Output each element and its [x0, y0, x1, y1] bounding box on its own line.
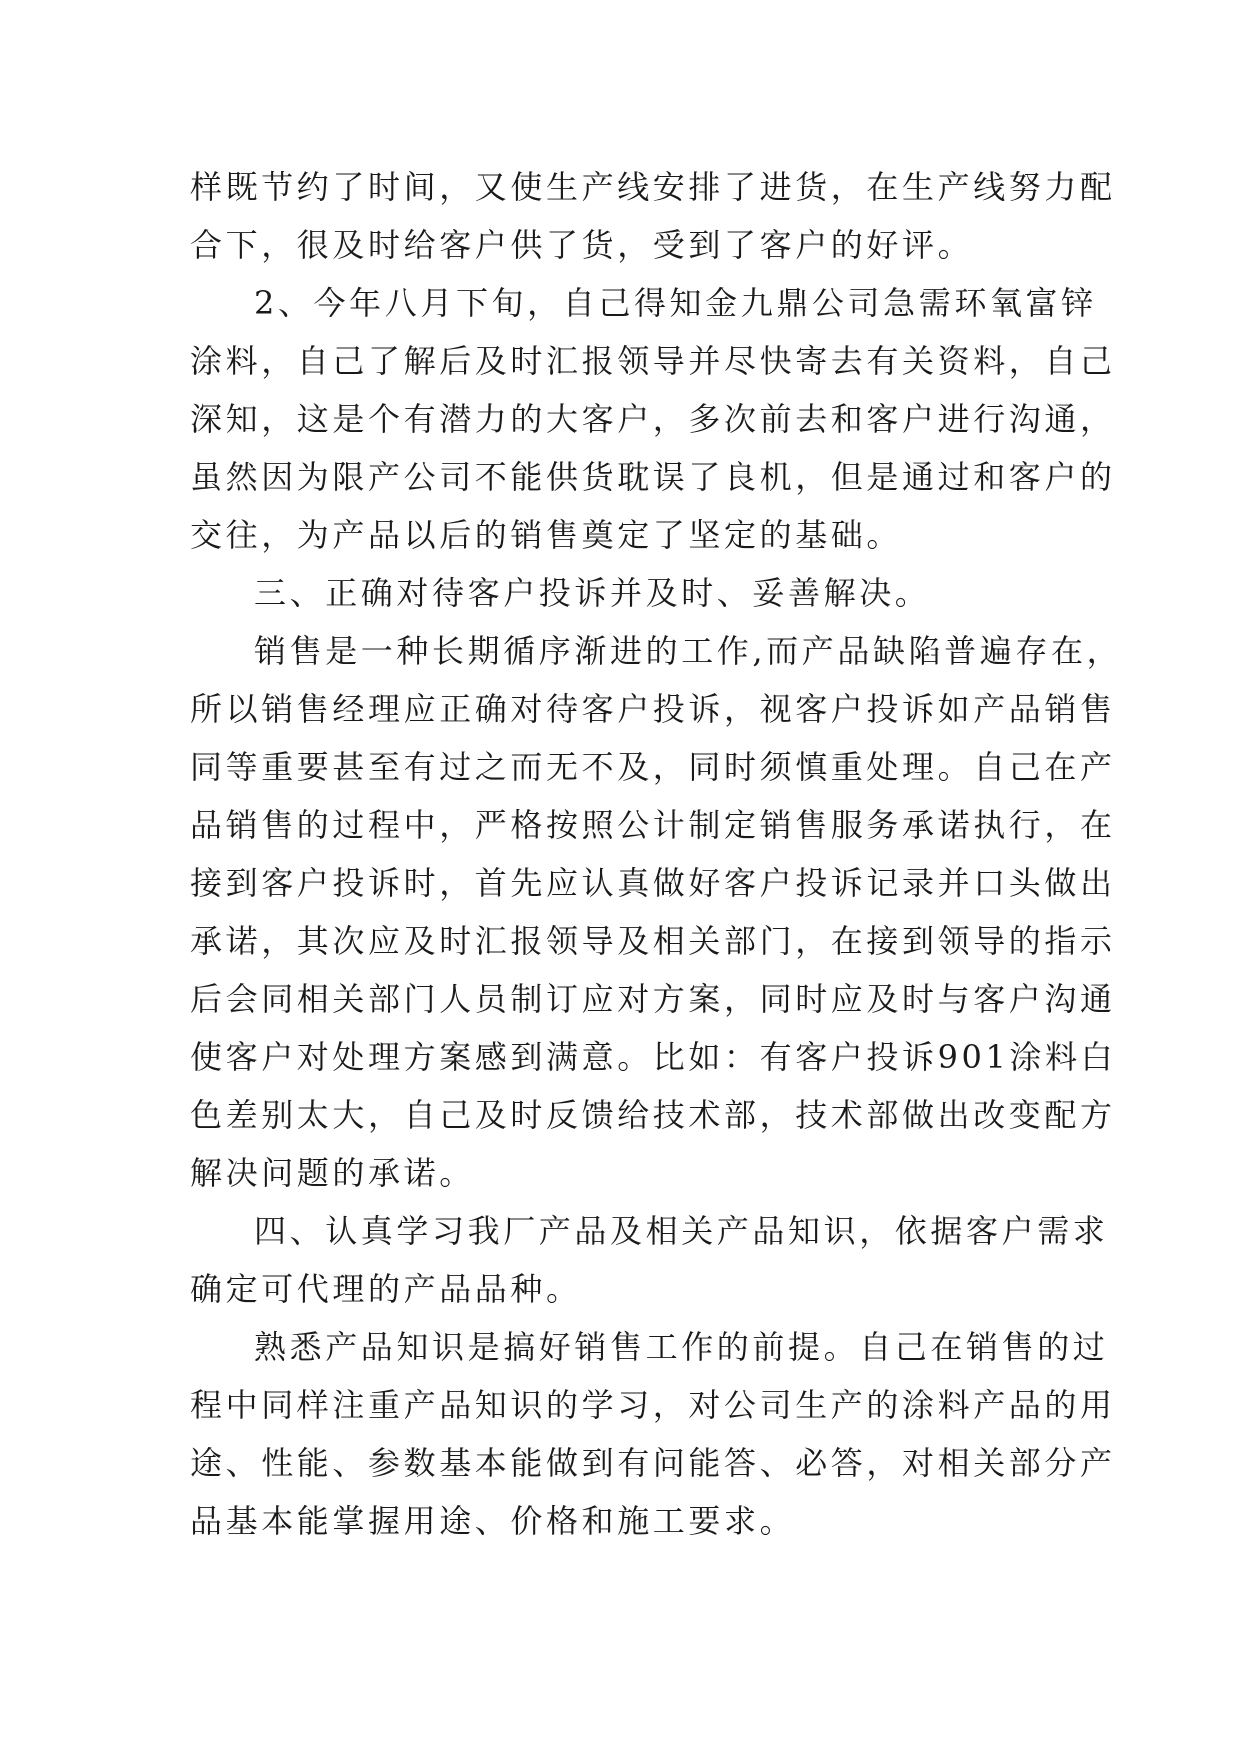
text-line: 虽然因为限产公司不能供货耽误了良机，但是通过和客户的 — [190, 458, 1116, 496]
text-line: 程中同样注重产品知识的学习，对公司生产的涂料产品的用 — [190, 1386, 1116, 1424]
text-line: 2、今年八月下旬，自己得知金九鼎公司急需环氧富锌 — [254, 284, 1097, 322]
text-line: 合下，很及时给客户供了货，受到了客户的好评。 — [190, 226, 974, 264]
text-line: 确定可代理的产品品种。 — [190, 1270, 582, 1308]
text-line: 深知，这是个有潜力的大客户，多次前去和客户进行沟通， — [190, 400, 1116, 438]
text-line: 品基本能掌握用途、价格和施工要求。 — [190, 1502, 796, 1540]
text-line: 接到客户投诉时，首先应认真做好客户投诉记录并口头做出 — [190, 864, 1116, 902]
text-line: 样既节约了时间，又使生产线安排了进货，在生产线努力配 — [190, 168, 1116, 206]
text-line: 解决问题的承诺。 — [190, 1154, 475, 1192]
text-line: 销售是一种长期循序渐进的工作,而产品缺陷普遍存在， — [254, 632, 1123, 670]
text-line: 交往，为产品以后的销售奠定了坚定的基础。 — [190, 516, 903, 554]
text-line: 后会同相关部门人员制订应对方案，同时应及时与客户沟通 — [190, 980, 1116, 1018]
text-line: 使客户对处理方案感到满意。比如：有客户投诉901涂料白 — [190, 1038, 1117, 1076]
text-line: 承诺，其次应及时汇报领导及相关部门，在接到领导的指示 — [190, 922, 1116, 960]
text-line: 途、性能、参数基本能做到有问能答、必答，对相关部分产 — [190, 1444, 1116, 1482]
text-line: 熟悉产品知识是搞好销售工作的前提。自己在销售的过 — [254, 1328, 1109, 1366]
text-line: 品销售的过程中，严格按照公计制定销售服务承诺执行，在 — [190, 806, 1116, 844]
text-line: 三、正确对待客户投诉并及时、妥善解决。 — [254, 574, 931, 612]
text-line: 四、认真学习我厂产品及相关产品知识，依据客户需求 — [254, 1212, 1109, 1250]
text-line: 所以销售经理应正确对待客户投诉，视客户投诉如产品销售 — [190, 690, 1116, 728]
text-line: 涂料，自己了解后及时汇报领导并尽快寄去有关资料，自己 — [190, 342, 1116, 380]
text-line: 同等重要甚至有过之而无不及，同时须慎重处理。自己在产 — [190, 748, 1116, 786]
document-body — [190, 158, 1123, 1550]
text-line: 色差别太大，自己及时反馈给技术部，技术部做出改变配方 — [190, 1096, 1116, 1134]
